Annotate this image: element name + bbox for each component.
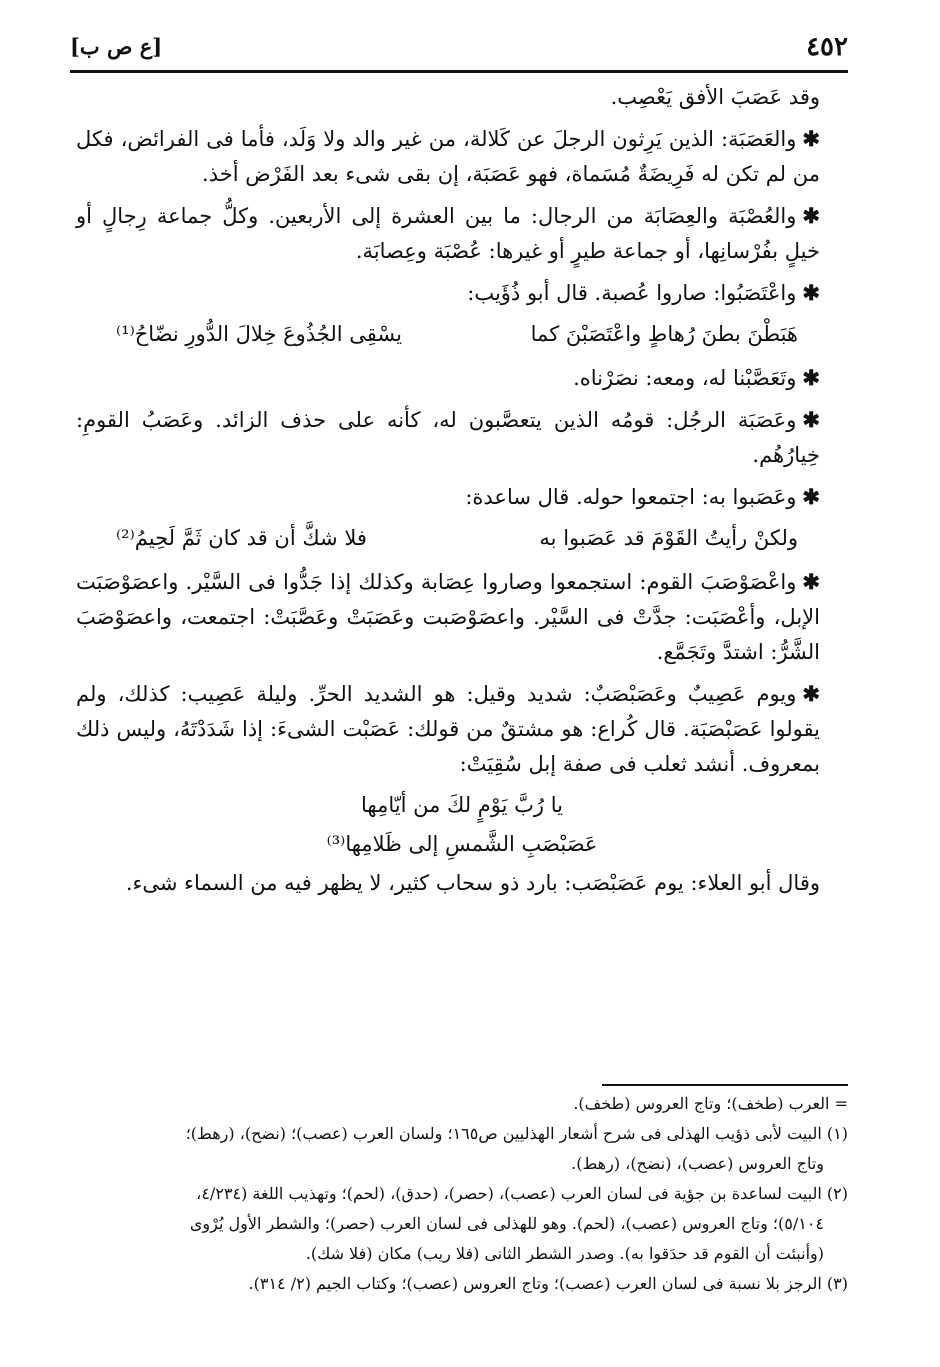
entry-paragraph [76, 121, 848, 192]
paragraph [76, 866, 848, 901]
footnote-continuation: = العرب (طخف)؛ وتاج العروس (طخف). [573, 1094, 848, 1113]
asterisk-icon: ✱ [802, 280, 820, 305]
verse-first-hemistich: هَبَطْنَ بطنَ رُهاطٍ واعْتَصَبْنَ كما [530, 322, 798, 346]
footnotes [76, 1090, 848, 1300]
asterisk-icon: ✱ [802, 203, 820, 228]
footnote-1-continued: وتاج العروس (عصب)، (نضح)، (رهط). [571, 1154, 824, 1173]
verse-second-hemistich: يسْقِى الجُذُوعَ خِلالَ الدُّورِ نضّاحُ⁽¹⁾ [116, 322, 402, 346]
rajaz-line: يا رُبَّ يَوْمٍ لكَ من أيّامِها [361, 793, 563, 817]
footnote-1: (١) البيت لأبى ذؤيب الهذلى فى شرح أشعار الهذليين ص١٦٥؛ ولسان العرب (عصب)؛ (نضح)، (رهط)؛ [185, 1124, 848, 1143]
entry-paragraph [76, 402, 848, 473]
paragraph-text: واعْتَصَبُوا: صاروا عُصبة. قال أبو ذُؤَيب: [467, 281, 797, 305]
paragraph-text: والعَصَبَة: الذين يَرِثون الرجلَ عن كَلالة، من غير والد ولا وَلَد، فأما فى الفرائض، فكل من لم تكن له فَرِيضَةٌ مُسَماة، فهو عَصَبَة، إن بقى شىء بعد الفَرْض أخذ. [76, 127, 820, 186]
verse-second-hemistich: فلا شكَّ أن قد كان ثَمَّ لَحِيمُ⁽²⁾ [116, 526, 367, 550]
footnote-2-continued: (وأنبئت أن القوم قد حدَقوا به). وصدر الشطر الثانى (فلا ريب) مكان (فلا شك). [305, 1244, 824, 1263]
entry-paragraph [76, 564, 848, 670]
paragraph-text: وقال أبو العلاء: يوم عَصَبْصَب: بارد ذو سحاب كثير، لا يظهر فيه من السماء شىء. [125, 871, 820, 895]
footnote-divider [602, 1084, 848, 1086]
page-header [70, 30, 848, 73]
entry-paragraph [76, 198, 848, 269]
paragraph-text: وتَعَصَّبْنا له، ومعه: نصَرْناه. [573, 366, 797, 390]
paragraph-text: ويوم عَصِيبٌ وعَصَبْصَبٌ: شديد وقيل: هو الشديد الحرِّ. وليلة عَصِيب: كذلك، ولم يقولوا عَصَبْصَبَة. قال كُراع: هو مشتقٌ من قولك: عَصَبْت الشىءَ: إذا شَدَدْتَهُ، وليس ذلك بمعروف. أنشد ثعلب فى صفة إبل سُقِيَتْ: [76, 682, 820, 776]
footnote-3: (٣) الرجز بلا نسبة فى لسان العرب (عصب)؛ وتاج العروس (عصب)؛ وكتاب الجيم (٢/ ٣١٤). [248, 1274, 848, 1293]
entry-paragraph [76, 676, 848, 782]
footnote-2-continued: ٥/١٠٤)؛ وتاج العروس (عصب)، (لحم). وهو للهذلى فى لسان العرب (حصر)؛ والشطر الأول يُرْوى [189, 1214, 824, 1233]
verse-first-hemistich: ولكنْ رأيتُ القَوْمَ قد عَصَبوا به [539, 526, 798, 550]
paragraph [76, 80, 848, 115]
asterisk-icon: ✱ [802, 484, 820, 509]
paragraph-text: وعَصَبوا به: اجتمعوا حوله. قال ساعدة: [465, 485, 797, 509]
rajaz-line: عَصَبْصَبِ الشَّمسِ إلى ظَلامِها⁽³⁾ [326, 832, 598, 856]
asterisk-icon: ✱ [802, 126, 820, 151]
asterisk-icon: ✱ [802, 407, 820, 432]
entry-paragraph [76, 275, 848, 311]
entry-paragraph [76, 479, 848, 515]
paragraph-text: والعُصْبَة والعِصَابَة من الرجال: ما بين العشرة إلى الأربعين. وكلُّ جماعة رِجالٍ أو خيلٍ بفُرْسانِها، أو جماعة طيرٍ أو غيرها: عُصْبَة وعِصابَة. [76, 204, 820, 263]
entry-paragraph [76, 360, 848, 396]
paragraph-text: وقد عَصَبَ الأفق يَعْصِب. [610, 85, 820, 109]
paragraph-text: وعَصَبَة الرجُل: قومُه الذين يتعصَّبون له، كأنه على حذف الزائد. وعَصَبُ القومِ: خِيارُهُم. [76, 408, 820, 467]
running-head: [ع ص ب] [70, 34, 163, 59]
verse-line [116, 317, 798, 352]
footnote-2: (٢) البيت لساعدة بن جؤية فى لسان العرب (عصب)، (حصر)، (حدق)، (لحم)؛ وتهذيب اللغة (٤/٢٣٤، [196, 1184, 848, 1203]
asterisk-icon: ✱ [802, 365, 820, 390]
asterisk-icon: ✱ [802, 681, 820, 706]
verse-line [116, 521, 798, 556]
paragraph-text: واعْصَوْصَبَ القوم: استجمعوا وصاروا عِصَابة وكذلك إذا جَدُّوا فى السَّيْر. واعصَوْصَبَت الإبل، وأعْصَبَت: جدَّتْ فى السَّيْر. واعصَوْصَبت وعَصَبَتْ وعَصَّبَتْ: اجتمعت، واعصَوْصَبَ الشَّرُّ: اشتدَّ وتَجَمَّع. [76, 570, 820, 664]
asterisk-icon: ✱ [802, 569, 820, 594]
page-number: ٤٥٢ [806, 32, 848, 62]
main-text [76, 80, 848, 907]
